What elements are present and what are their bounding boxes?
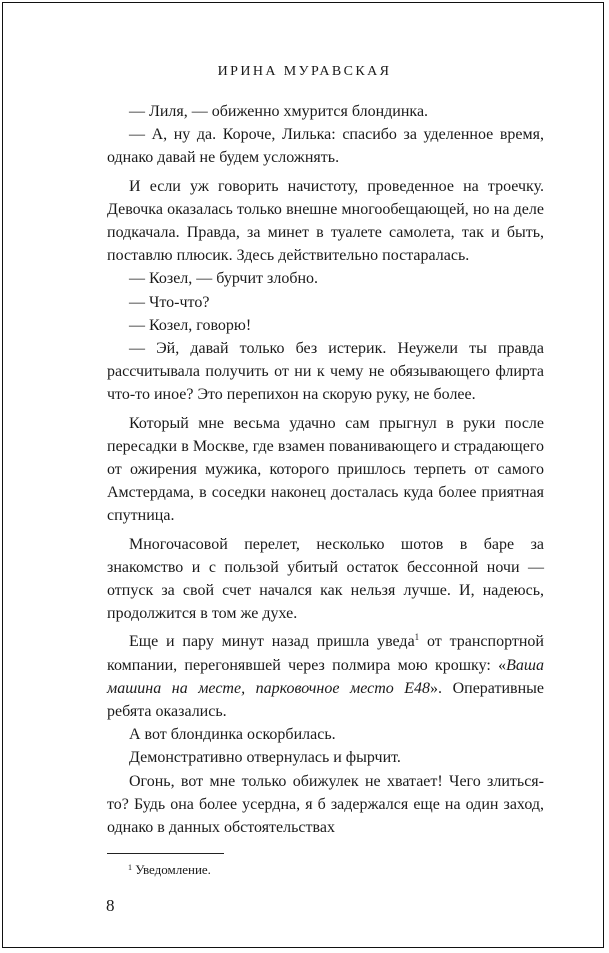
paragraph: — Козел, — бурчит злобно.: [129, 270, 319, 288]
paragraph: — Что-что?: [129, 293, 210, 311]
paragraph: — Козел, говорю!: [129, 316, 252, 334]
paragraph: Многочасовой перелет, несколько шотов в баре за знакомство и с пользой убитый остаток бессонной ночи — отпуск за свой счет начался как нельзя лучше. И, надеюсь, продолжится в том же духе.: [107, 535, 544, 623]
footnote: [128, 862, 211, 878]
paragraph: Который мне весьма удачно сам прыгнул в руки после пересадки в Москве, где взамен пованивающего и страдающего от ожирения мужика, которого пришлось терпеть от самого Амстердама, в соседки наконец досталась куда более приятная спутница.: [107, 414, 544, 525]
paragraph: [107, 630, 544, 723]
paragraph: — А, ну да. Короче, Лилька: спасибо за уделенное время, однако давай не будем усложнять.: [107, 126, 544, 167]
body-text: [107, 100, 544, 839]
paragraph-text: от транспортной компании, перегонявшей через полмира мою крошку: «: [107, 633, 544, 674]
paragraph: — Лиля, — обиженно хмурится блондинка.: [129, 103, 429, 120]
paragraph-text: Еще и пару минут назад пришла уведа: [129, 633, 415, 651]
footnote-mark: 1: [128, 863, 132, 872]
paragraph: А вот блондинка оскорбилась.: [129, 726, 336, 744]
footnote-reference[interactable]: 1: [414, 632, 420, 643]
paragraph: — Эй, давай только без истерик. Неужели ты правда рассчитывала получить от ни к чему не обязывающего флирта что-то иное? Это перепихон на скорую руку, не более.: [107, 340, 544, 404]
footnote-text: Уведомление.: [135, 862, 211, 877]
paragraph: Демонстративно отвернулась и фырчит.: [129, 749, 401, 767]
running-header-author: ИРИНА МУРАВСКАЯ: [217, 64, 392, 79]
footnote-divider: [107, 853, 224, 854]
paragraph: Огонь, вот мне только обижулек не хватает! Чего злиться-то? Будь она более усердна, я б задержался еще на один заход, однако в данных обстоятельствах: [107, 772, 544, 837]
paragraph-text: ». Оперативные ребята оказались.: [107, 679, 544, 721]
paragraph: И если уж говорить начистоту, проведенное на троечку. Девочка оказалась только внешне многообещающей, но на деле подкачала. Правда, за минет в туалете самолета, так и быть, поставлю плюсик. Здесь действительно постаралась.: [107, 177, 544, 265]
page-number: 8: [106, 896, 115, 915]
quoted-notification: Ваша машина на месте, парковочное место Е48: [107, 656, 544, 697]
